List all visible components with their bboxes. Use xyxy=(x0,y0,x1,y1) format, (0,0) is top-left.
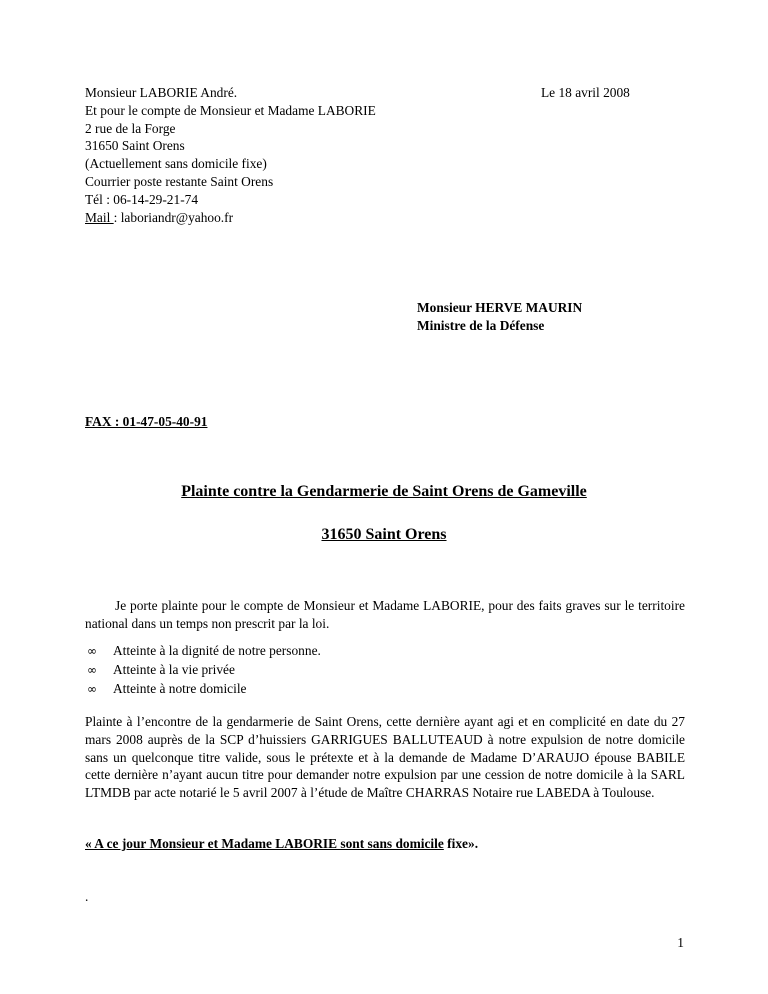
intro-paragraph: Je porte plainte pour le compte de Monsieur et Madame LABORIE, pour des faits graves sur le territoire national dans un temps non prescrit par la loi. xyxy=(85,598,685,631)
closing-statement-tail: fixe». xyxy=(443,836,479,851)
email-value: : laboriandr@yahoo.fr xyxy=(113,209,234,225)
sender-status: (Actuellement sans domicile fixe) xyxy=(85,156,267,172)
letter-date: Le 18 avril 2008 xyxy=(541,85,630,100)
list-item xyxy=(85,680,321,699)
sender-name: Monsieur LABORIE André. xyxy=(85,85,238,100)
list-item-text: Atteinte à notre domicile xyxy=(113,680,247,696)
closing-statement xyxy=(85,836,478,852)
list-item xyxy=(85,661,321,680)
complaint-subtitle: 31650 Saint Orens xyxy=(321,526,447,543)
complaint-title: Plainte contre la Gendarmerie de Saint Orens de Gameville xyxy=(181,483,587,500)
sender-block xyxy=(85,84,376,226)
fax-number: FAX : 01-47-05-40-91 xyxy=(85,414,208,429)
sender-phone: Tél : 06-14-29-21-74 xyxy=(85,191,199,207)
infinity-bullet-icon: ∞ xyxy=(87,644,97,658)
complaint-paragraph: Plainte à l’encontre de la gendarmerie de Saint Orens, cette dernière ayant agi et en complicité en date du 27 mars 2008 auprès de la SCP d’huissiers GARRIGUES BALLUTEAUD à notre expulsion de notre domicile sans un quelconque titre valide, sous le prétexte et à la demande de Madame D’ARAUJO épouse BABILE cette dernière n’ayant aucun titre pour demander notre expulsion par une cession de notre domicile à la SARL LTMDB par acte notarié le 5 avril 2007 à l’étude de Maître CHARRAS Notaire rue LABEDA à Toulouse. xyxy=(85,714,685,801)
recipient-block xyxy=(417,299,582,335)
sender-city: 31650 Saint Orens xyxy=(85,138,185,154)
closing-statement-underlined: « A ce jour Monsieur et Madame LABORIE sont sans domicile xyxy=(85,836,444,851)
bullet-list xyxy=(85,642,321,698)
sender-mail-address: Courrier poste restante Saint Orens xyxy=(85,173,274,189)
stray-dot: . xyxy=(85,889,89,904)
sender-email xyxy=(85,209,376,227)
infinity-bullet-icon: ∞ xyxy=(87,681,97,696)
list-item-text: Atteinte à la dignité de notre personne. xyxy=(113,643,321,658)
list-item-text: Atteinte à la vie privée xyxy=(113,661,235,677)
email-label: Mail xyxy=(85,209,114,225)
infinity-bullet-icon: ∞ xyxy=(87,662,97,677)
recipient-name: Monsieur HERVE MAURIN xyxy=(417,300,583,315)
recipient-title: Ministre de la Défense xyxy=(417,317,545,333)
sender-on-behalf: Et pour le compte de Monsieur et Madame LABORIE xyxy=(85,102,376,118)
sender-street: 2 rue de la Forge xyxy=(85,120,176,136)
list-item xyxy=(85,642,321,661)
page-number: 1 xyxy=(677,935,684,950)
